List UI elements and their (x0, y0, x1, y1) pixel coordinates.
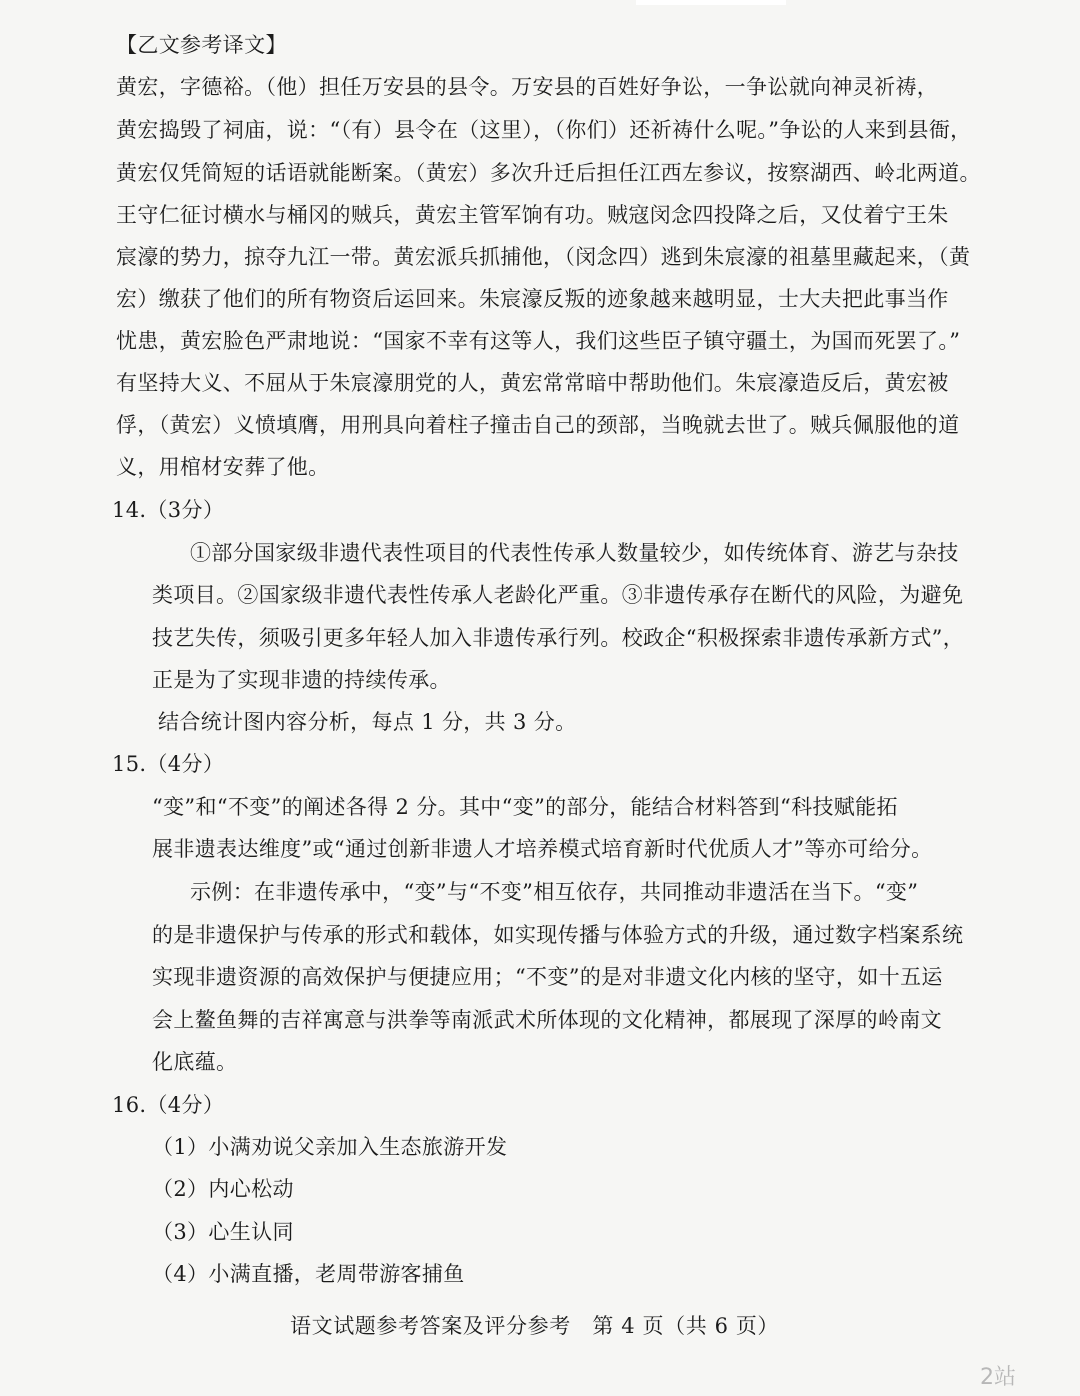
translation-line: 有坚持大义、不屈从于朱宸濠朋党的人，黄宏常常暗中帮助他们。朱宸濠造反后，黄宏被 (116, 371, 949, 395)
translation-line: 王守仁征讨横水与桶冈的贼兵，黄宏主管军饷有功。贼寇闵念四投降之后，又仗着宁王朱 (116, 203, 949, 227)
q15-example-line: 示例：在非遗传承中，“变”与“不变”相互依存，共同推动非遗活在当下。“变” (190, 880, 919, 904)
q16-item: （2）内心松动 (152, 1177, 294, 1201)
q16-item: （3）心生认同 (152, 1220, 294, 1244)
top-edge-strip (636, 0, 786, 5)
translation-line: 俘，（黄宏）义愤填膺，用刑具向着柱子撞击自己的颈部，当晚就去世了。贼兵佩服他的道 (116, 413, 960, 437)
q14-scoring-note: 结合统计图内容分析，每点 1 分，共 3 分。 (158, 710, 577, 734)
translation-line: 宸濠的势力，掠夺九江一带。黄宏派兵抓捕他，（闵念四）逃到朱宸濠的祖墓里藏起来，（黄 (116, 245, 971, 269)
q16-item: （1）小满劝说父亲加入生态旅游开发 (152, 1135, 508, 1159)
q15-scoring-line: 展非遗表达维度”或“通过创新非遗人才培养模式培育新时代优质人才”等亦可给分。 (152, 837, 933, 861)
question-14-number: 14.（3分） (112, 498, 225, 522)
section-heading: 【乙文参考译文】 (116, 33, 287, 57)
q14-answer-line: 技艺失传，须吸引更多年轻人加入非遗传承行列。校政企“积极探索非遗传承新方式”， (152, 626, 965, 650)
q16-item: （4）小满直播，老周带游客捕鱼 (152, 1262, 465, 1286)
question-16-number: 16.（4分） (112, 1093, 225, 1117)
translation-line: 黄宏捣毁了祠庙，说：“（有）县令在（这里），（你们）还祈祷什么呢。”争讼的人来到县衙， (116, 118, 972, 142)
translation-line: 黄宏仅凭简短的话语就能断案。（黄宏）多次升迁后担任江西左参议，按察湖西、岭北两道。 (116, 161, 981, 185)
question-15-number: 15.（4分） (112, 752, 225, 776)
corner-watermark: 2站 (980, 1365, 1016, 1390)
translation-line: 忧患，黄宏脸色严肃地说：“国家不幸有这等人，我们这些臣子镇守疆土，为国而死罢了。” (116, 329, 961, 353)
q14-answer-line: ①部分国家级非遗代表性项目的代表性传承人数量较少，如传统体育、游艺与杂技 (190, 541, 959, 565)
q14-answer-line: 类项目。②国家级非遗代表性传承人老龄化严重。③非遗传承存在断代的风险，为避免 (152, 583, 964, 607)
q15-example-line: 实现非遗资源的高效保护与便捷应用；“不变”的是对非遗文化内核的坚守，如十五运 (152, 965, 943, 989)
q15-example-line: 会上鳌鱼舞的吉祥寓意与洪拳等南派武术所体现的文化精神，都展现了深厚的岭南文 (152, 1008, 942, 1032)
q14-answer-line: 正是为了实现非遗的持续传承。 (152, 668, 451, 692)
q15-example-line: 化底蕴。 (152, 1050, 238, 1074)
q15-example-line: 的是非遗保护与传承的形式和载体，如实现传播与体验方式的升级，通过数字档案系统 (152, 923, 964, 947)
page-footer: 语文试题参考答案及评分参考 第 4 页（共 6 页） (290, 1314, 780, 1338)
q15-scoring-line: “变”和“不变”的阐述各得 2 分。其中“变”的部分，能结合材料答到“科技赋能拓 (152, 795, 898, 819)
translation-line: 义，用棺材安葬了他。 (116, 455, 330, 479)
translation-line: 黄宏，字德裕。（他）担任万安县的县令。万安县的百姓好争讼，一争讼就向神灵祈祷， (116, 75, 939, 99)
translation-line: 宏）缴获了他们的所有物资后运回来。朱宸濠反叛的迹象越来越明显，士大夫把此事当作 (116, 287, 949, 311)
